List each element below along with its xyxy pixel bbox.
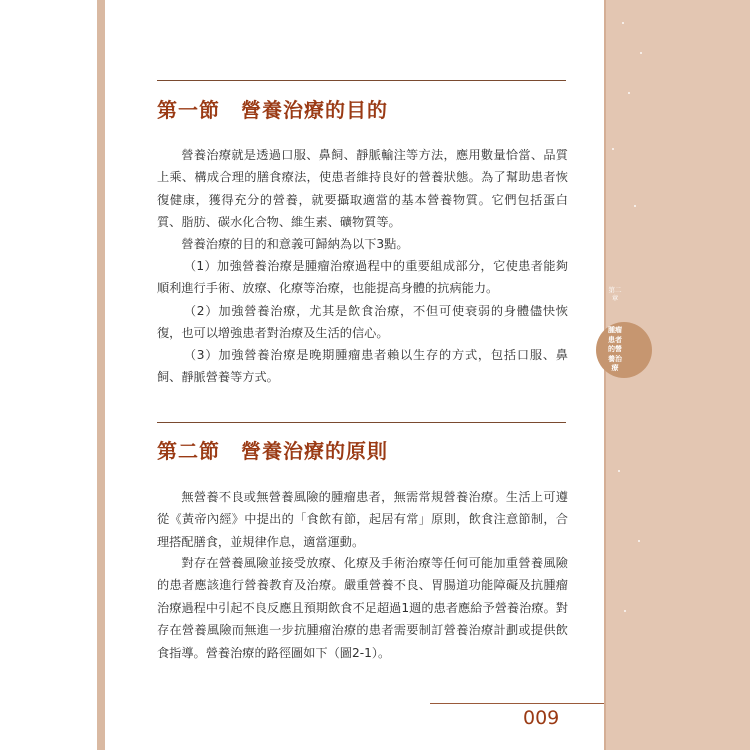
left-page-edge <box>97 0 105 750</box>
section2-paragraph: 無營養不良或無營養風險的腫瘤患者，無需常規營養治療。生活上可遵從《黃帝內經》中提出的「食飲有節，起居有常」原則，飲食注意節制，合理搭配膳食，並規律作息，適當運動。 <box>157 490 568 549</box>
section2-paragraph: 對存在營養風險並接受放療、化療及手術治療等任何可能加重營養風險的患者應該進行營養教育及治療。嚴重營養不良、胃腸道功能障礙及抗腫瘤治療過程中引起不良反應且預期飲食不足超過1週的患者應給予營養治療。對存在營養風險而無進一步抗腫瘤治療的患者需要制訂營養治療計劃或提供飲食指導。營養治療的路徑圖如下（圖2-1）。 <box>157 556 568 660</box>
chapter-tab-circle <box>596 322 652 378</box>
section2-rule <box>157 422 566 423</box>
side-chapter-label: 第二章 <box>608 286 622 302</box>
section1-list-item: （3）加強營養治療是晚期腫瘤患者賴以生存的方式，包括口服、鼻飼、靜脈營養等方式。 <box>157 348 568 385</box>
decor-dot <box>640 52 642 54</box>
decor-dot <box>622 22 624 24</box>
page-number: 009 <box>523 707 560 729</box>
decor-dot <box>618 470 620 472</box>
decor-dot <box>624 610 626 612</box>
decor-dot <box>628 92 630 94</box>
section1-paragraph: 營養治療就是透過口服、鼻飼、靜脈輸注等方法，應用數量恰當、品質上乘、構成合理的膳食療法，使患者維持良好的營養狀態。為了幫助患者恢復健康，獲得充分的營養，就要攝取適當的基本營養物質。它們包括蛋白質、脂肪、碳水化合物、維生素、礦物質等。 <box>157 148 568 230</box>
decor-dot <box>634 205 636 207</box>
decor-dot <box>638 540 640 542</box>
section1-rule <box>157 80 566 81</box>
side-band-edge <box>604 0 606 750</box>
section1-list-item: （2）加強營養治療，尤其是飲食治療，不但可使衰弱的身體儘快恢復，也可以增強患者對治療及生活的信心。 <box>157 304 568 341</box>
section1-heading: 第一節 營養治療的目的 <box>157 98 388 122</box>
section2-heading: 第二節 營養治療的原則 <box>157 439 388 463</box>
decor-dot <box>612 148 614 150</box>
section1-paragraph: 營養治療的目的和意義可歸納為以下3點。 <box>181 237 409 251</box>
section1-list-item: （1）加強營養治療是腫瘤治療過程中的重要組成部分，它使患者能夠順利進行手術、放療、化療等治療，也能提高身體的抗病能力。 <box>157 259 568 296</box>
footer-rule <box>430 703 604 704</box>
side-chapter-title: 腫瘤患者的營養治療 <box>608 326 622 372</box>
